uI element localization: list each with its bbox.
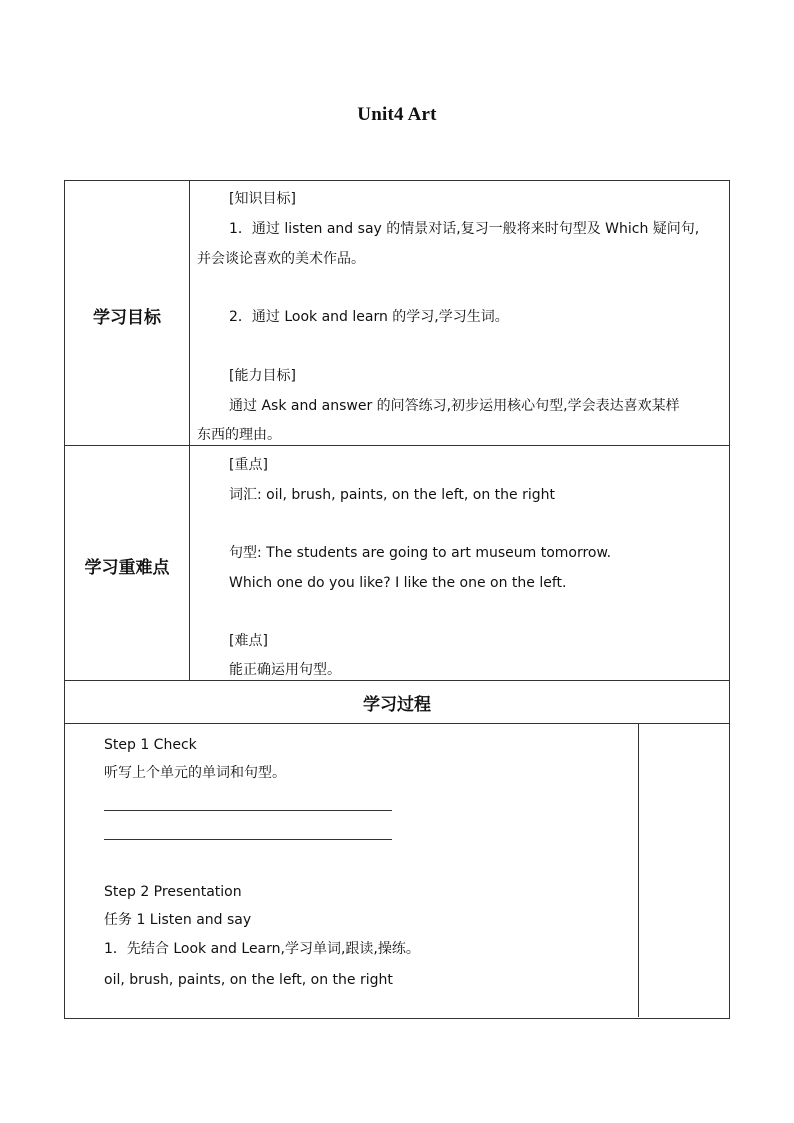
difficult-points-heading: [难点]: [229, 633, 268, 649]
step1-instruction: 听写上个单元的单词和句型。: [104, 765, 286, 781]
sentence-pattern-line: 句型: The students are going to art museum tomorrow.: [229, 545, 612, 561]
difficult-points-text: 能正确运用句型。: [229, 662, 341, 678]
sentence-pattern-line-2: Which one do you like? I like the one on the left.: [229, 575, 567, 591]
key-difficult-points-label: 学习重难点: [84, 558, 170, 578]
task1-heading: 任务 1 Listen and say: [104, 912, 252, 928]
answer-blank-line: [104, 839, 392, 840]
knowledge-goal-1-cont: 并会谈论喜欢的美术作品。: [197, 251, 365, 267]
knowledge-goal-heading: [知识目标]: [229, 191, 296, 207]
knowledge-goal-2: 2．通过 Look and learn 的学习,学习生词。: [229, 309, 509, 325]
ability-goal-text: 通过 Ask and answer 的问答练习,初步运用核心句型,学会表达喜欢某样: [229, 398, 680, 414]
task1-instruction: 1．先结合 Look and Learn,学习单词,跟读,操练。: [104, 941, 420, 957]
vocabulary-line: 词汇: oil, brush, paints, on the left, on the right: [229, 487, 556, 503]
page-title: Unit4 Art: [357, 104, 437, 125]
label-column-divider: [189, 180, 190, 680]
key-points-heading: [重点]: [229, 457, 268, 473]
learning-goals-label: 学习目标: [93, 308, 161, 328]
row-divider-3: [64, 723, 729, 724]
ability-goal-text-cont: 东西的理由。: [197, 427, 281, 443]
row-divider-1: [64, 445, 729, 446]
step2-heading: Step 2 Presentation: [104, 884, 242, 900]
row-divider-2: [64, 680, 729, 681]
step1-heading: Step 1 Check: [104, 737, 197, 753]
notes-column-divider: [638, 723, 639, 1017]
answer-blank-line: [104, 810, 392, 811]
learning-process-title: 学习过程: [363, 695, 431, 715]
task1-vocabulary: oil, brush, paints, on the left, on the right: [104, 972, 393, 988]
ability-goal-heading: [能力目标]: [229, 368, 296, 384]
knowledge-goal-1: 1．通过 listen and say 的情景对话,复习一般将来时句型及 Which 疑问句,: [229, 221, 700, 237]
